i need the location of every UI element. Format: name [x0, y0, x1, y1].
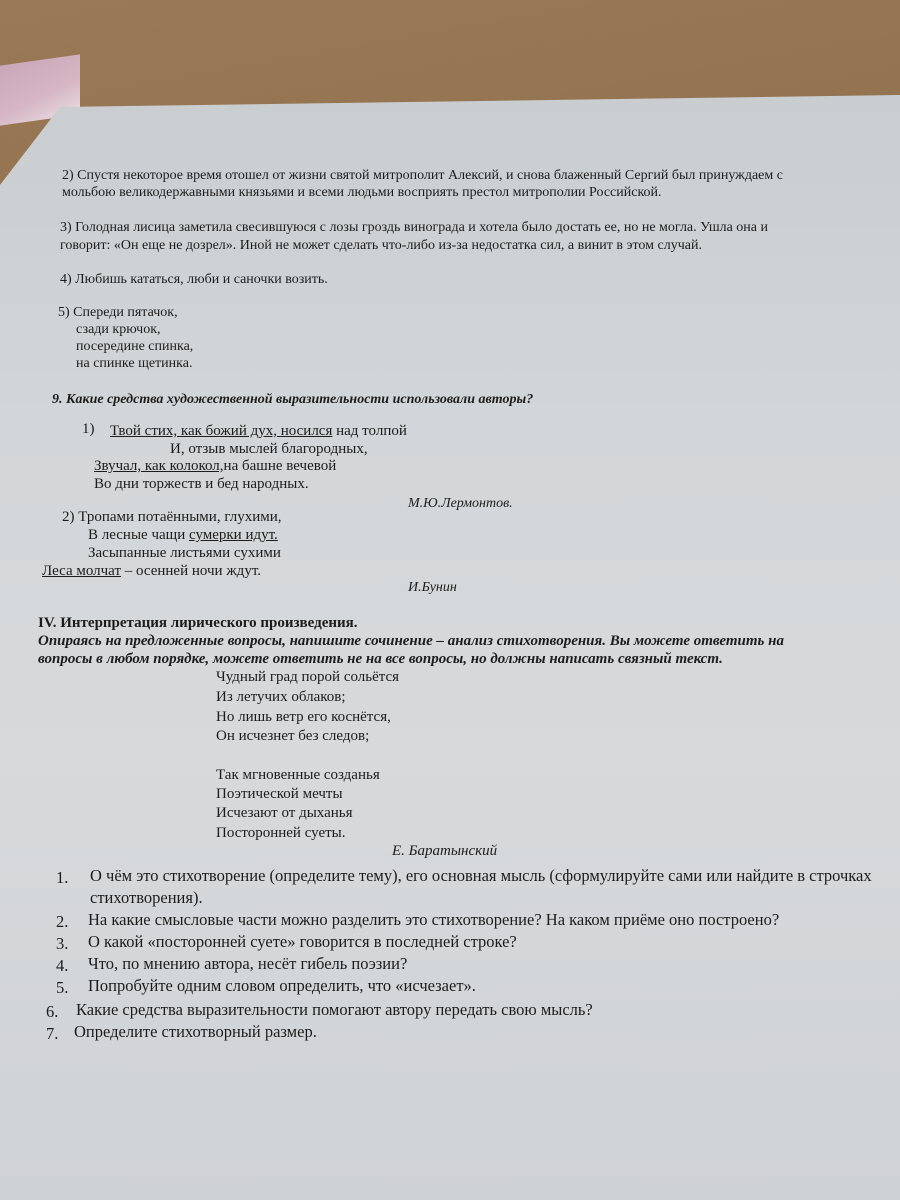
poem-line: Посторонней суеты. — [216, 825, 346, 841]
poem-1-line-2: И, отзыв мыслей благородных, — [170, 441, 368, 457]
poem-2-line-3: Засыпанные листьями сухими — [88, 545, 281, 561]
poem-1-line-4: Во дни торжеств и бед народных. — [94, 476, 309, 492]
question-1-continuation: стихотворения). — [90, 888, 203, 907]
item-5-line-4: на спинке щетинка. — [76, 356, 193, 371]
poem-2-line-4: Леса молчат – осенней ночи ждут. — [42, 563, 261, 579]
poem-1-line-3: Звучал, как колокол,на башне вечевой — [94, 458, 337, 474]
question-3-text: О какой «посторонней суете» говорится в последней строке? — [88, 932, 517, 951]
section-4-title: IV. Интерпретация лирического произведения. — [38, 615, 358, 631]
poem-1-author: М.Ю.Лермонтов. — [408, 496, 513, 511]
item-3-line-2: говорит: «Он еще не дозрел». Иной не может сделать что-либо из-за недостатка сил, а винит в этом случай. — [60, 238, 702, 253]
item-5-line-2: сзади крючок, — [76, 322, 161, 337]
item-2-line-1: 2) Спустя некоторое время отошел от жизни святой митрополит Алексий, и снова блаженный Сергий был принуждаем с — [62, 168, 783, 183]
poem-1-line-1: Твой стих, как божий дух, носился над толпой — [110, 423, 407, 439]
underlined-phrase: Леса молчат — [42, 563, 121, 579]
question-5-number: 5. — [56, 978, 69, 997]
item-5-line-1: 5) Спереди пятачок, — [58, 305, 178, 320]
item-5-line-3: посередине спинка, — [76, 339, 194, 354]
question-2-text: На какие смысловые части можно разделить это стихотворение? На каком приёме оно построено? — [88, 910, 780, 929]
poem-1-number: 1) — [82, 421, 95, 437]
poem-line: Но лишь ветр его коснётся, — [216, 709, 391, 725]
poem-line: Чудный град порой сольётся — [216, 669, 400, 685]
poem-line: Из летучих облаков; — [216, 689, 346, 705]
underlined-phrase: сумерки идут. — [188, 527, 278, 543]
question-3-number: 3. — [56, 934, 69, 953]
question-2-number: 2. — [56, 912, 69, 931]
question-6-text: Какие средства выразительности помогают автору передать свою мысль? — [76, 1000, 593, 1019]
underlined-phrase: Звучал, как колокол, — [94, 458, 224, 474]
poem-line: Он исчезнет без следов; — [216, 728, 370, 744]
question-1-text: О чём это стихотворение (определите тему), его основная мысль (сформулируйте сами или найдите в строчках — [90, 866, 872, 885]
underlined-phrase: Твой стих, как божий дух, носился — [110, 423, 333, 439]
item-2-line-2: мольбою великодержавными князьями и всеми людьми восприять престол митрополии Российской. — [62, 185, 662, 200]
item-4: 4) Любишь кататься, люби и саночки возить. — [60, 272, 328, 287]
question-1-number: 1. — [56, 868, 69, 887]
poem-line: Поэтической мечты — [216, 786, 343, 802]
poem-2-author: И.Бунин — [408, 580, 457, 595]
question-5-text: Попробуйте одним словом определить, что «исчезает». — [88, 976, 476, 995]
question-7-number: 7. — [46, 1024, 59, 1043]
question-7-text: Определите стихотворный размер. — [74, 1022, 317, 1041]
poem-2-line-2: В лесные чащи сумерки идут. — [88, 527, 278, 543]
item-3-line-1: 3) Голодная лисица заметила свесившуюся с лозы гроздь винограда и хотела было достать ее, но не могла. Ушла она и — [60, 220, 769, 235]
poem-line: Так мгновенные созданья — [216, 767, 380, 783]
question-6-number: 6. — [46, 1002, 59, 1021]
poem-2-line-1: 2) Тропами потаёнными, глухими, — [62, 509, 282, 525]
poem-author: Е. Баратынский — [392, 843, 498, 859]
poem-line: Исчезают от дыханья — [216, 805, 353, 821]
question-4-text: Что, по мнению автора, несёт гибель поэзии? — [88, 954, 408, 973]
question-4-number: 4. — [56, 956, 69, 975]
task-9-title: 9. Какие средства художественной выразительности использовали авторы? — [52, 392, 534, 407]
section-4-instruction-1: Опираясь на предложенные вопросы, напишите сочинение – анализ стихотворения. Вы можете ответить на — [38, 633, 784, 649]
section-4-instruction-2: вопросы в любом порядке, можете ответить не на все вопросы, но должны написать связный текст. — [38, 651, 723, 667]
